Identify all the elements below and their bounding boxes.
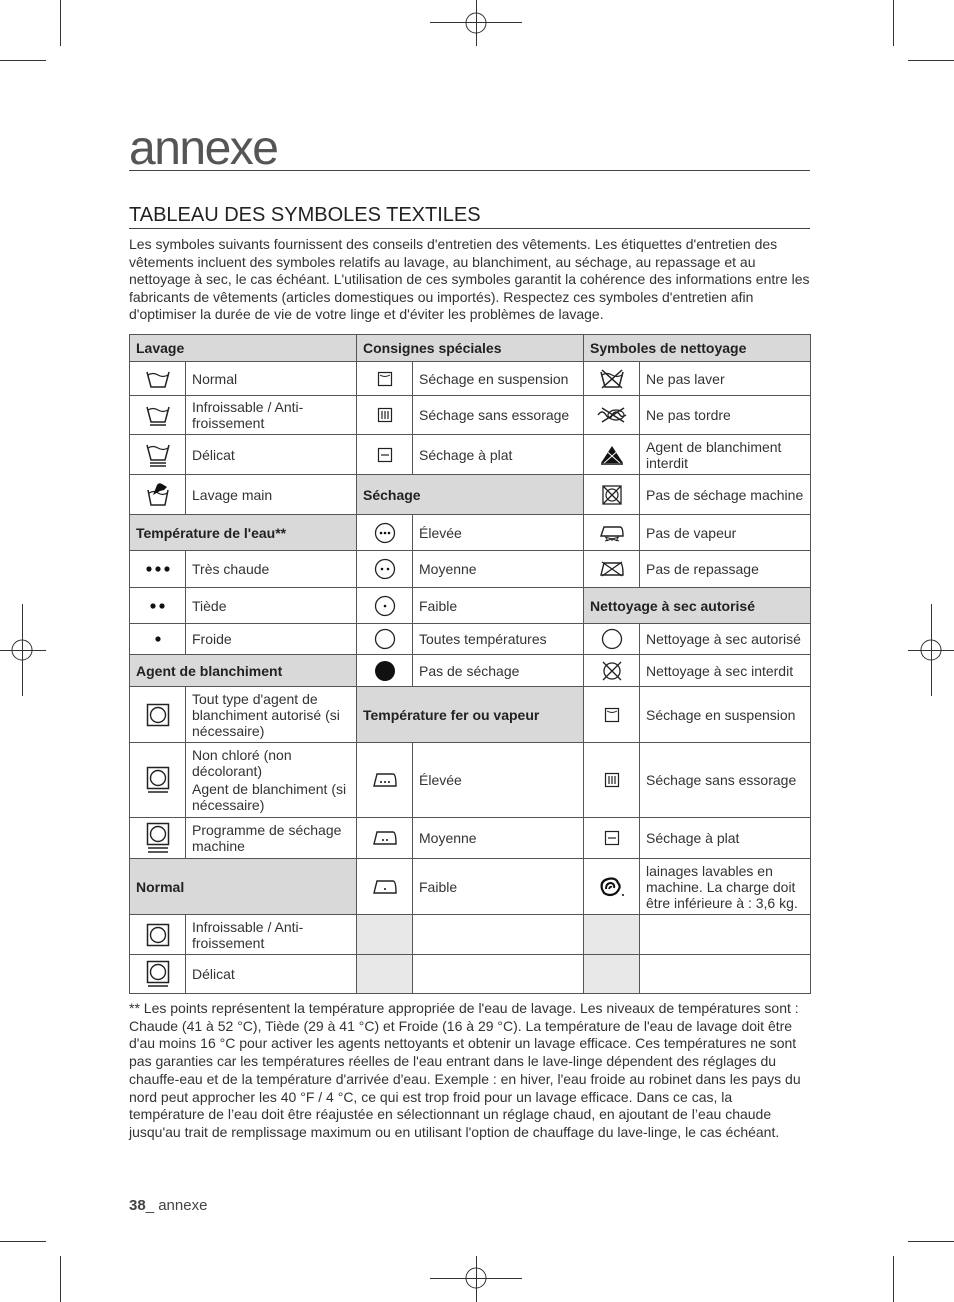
registration-mark-icon bbox=[453, 1256, 499, 1302]
page-number: 38 bbox=[129, 1197, 146, 1214]
table-cell: Normal bbox=[186, 362, 357, 396]
textile-symbols-table bbox=[129, 334, 811, 994]
table-cell: Ne pas tordre bbox=[640, 396, 811, 435]
do-not-dry-clean-icon bbox=[584, 655, 640, 687]
table-cell: Moyenne bbox=[413, 551, 584, 588]
subheader-temperature-fer: Température fer ou vapeur bbox=[357, 687, 584, 743]
cell-line: Non chloré (non décolorant) bbox=[192, 747, 292, 779]
tumble-dry-high-icon bbox=[357, 515, 413, 551]
table-row bbox=[130, 955, 811, 994]
registration-mark-icon bbox=[908, 627, 954, 673]
wash-normal-icon bbox=[130, 362, 186, 396]
table-header-row bbox=[130, 335, 811, 362]
table-row bbox=[130, 551, 811, 588]
subheader-sechage: Séchage bbox=[357, 475, 584, 515]
table-row bbox=[130, 396, 811, 435]
cell-line: Agent de blanchiment (si nécessaire) bbox=[192, 781, 347, 813]
empty-cell bbox=[584, 915, 640, 955]
tumble-dry-delicate-icon bbox=[130, 818, 186, 859]
empty-cell bbox=[640, 955, 811, 994]
table-cell: Séchage sans essorage bbox=[413, 396, 584, 435]
water-very-hot-icon bbox=[130, 551, 186, 588]
crop-mark bbox=[0, 1241, 46, 1242]
do-not-tumble-dry-icon bbox=[584, 475, 640, 515]
woolmark-icon bbox=[584, 859, 640, 915]
subheader-blanchiment: Agent de blanchiment bbox=[130, 655, 357, 687]
hand-wash-icon bbox=[130, 475, 186, 515]
crop-mark bbox=[893, 1256, 894, 1302]
tumble-dry-medium-icon bbox=[357, 551, 413, 588]
table-cell: Pas de repassage bbox=[640, 551, 811, 588]
table-cell: Séchage à plat bbox=[640, 818, 811, 859]
crop-mark bbox=[60, 1256, 61, 1302]
table-row bbox=[130, 362, 811, 396]
table-cell: Programme de séchage machine bbox=[186, 818, 357, 859]
subheader-temperature-eau: Température de l'eau** bbox=[130, 515, 357, 551]
table-row bbox=[130, 818, 811, 859]
empty-cell bbox=[357, 955, 413, 994]
crop-mark bbox=[60, 0, 61, 46]
table-cell: Faible bbox=[413, 859, 584, 915]
tumble-dry-permanent-press-icon bbox=[130, 743, 186, 818]
table-row bbox=[130, 435, 811, 475]
empty-cell bbox=[357, 915, 413, 955]
subheader-normal: Normal bbox=[130, 859, 357, 915]
line-dry-icon bbox=[357, 362, 413, 396]
crop-mark bbox=[908, 1241, 954, 1242]
crop-mark bbox=[0, 60, 46, 61]
subheader-nettoyage-sec: Nettoyage à sec autorisé bbox=[584, 588, 811, 624]
empty-cell bbox=[413, 955, 584, 994]
registration-mark-icon bbox=[0, 627, 46, 673]
table-cell: Séchage à plat bbox=[413, 435, 584, 475]
table-cell: Séchage sans essorage bbox=[640, 743, 811, 818]
drip-dry-icon bbox=[357, 396, 413, 435]
registration-mark-icon bbox=[453, 0, 499, 46]
table-row bbox=[130, 915, 811, 955]
section-title: annexe bbox=[129, 122, 278, 175]
table-cell: Délicat bbox=[186, 955, 357, 994]
table-cell: Élevée bbox=[413, 743, 584, 818]
table-row bbox=[130, 588, 811, 624]
empty-cell bbox=[413, 915, 584, 955]
table-cell: Élevée bbox=[413, 515, 584, 551]
iron-low-icon bbox=[357, 859, 413, 915]
folio-label: _ annexe bbox=[145, 1197, 208, 1214]
table-row bbox=[130, 859, 811, 915]
tumble-dry-any-icon bbox=[357, 624, 413, 655]
table-cell: Tiède bbox=[186, 588, 357, 624]
crop-mark bbox=[893, 0, 894, 46]
page-title: TABLEAU DES SYMBOLES TEXTILES bbox=[129, 203, 810, 229]
table-cell: Pas de séchage bbox=[413, 655, 584, 687]
table-cell: Froide bbox=[186, 624, 357, 655]
tumble-dry-normal-icon bbox=[130, 687, 186, 743]
table-cell: Nettoyage à sec interdit bbox=[640, 655, 811, 687]
tumble-dry-permanent-press-icon bbox=[130, 915, 186, 955]
no-tumble-dry-icon bbox=[357, 655, 413, 687]
header-lavage: Lavage bbox=[130, 335, 357, 362]
do-not-bleach-icon bbox=[584, 435, 640, 475]
section-header bbox=[129, 122, 810, 175]
table-row bbox=[130, 624, 811, 655]
line-dry-icon bbox=[584, 687, 640, 743]
empty-cell bbox=[640, 915, 811, 955]
table-cell: Très chaude bbox=[186, 551, 357, 588]
table-cell: Moyenne bbox=[413, 818, 584, 859]
table-row bbox=[130, 475, 811, 515]
page-folio bbox=[129, 1197, 207, 1214]
table-cell: Pas de séchage machine bbox=[640, 475, 811, 515]
table-cell: Toutes températures bbox=[413, 624, 584, 655]
dry-flat-icon bbox=[357, 435, 413, 475]
do-not-iron-icon bbox=[584, 551, 640, 588]
table-cell bbox=[186, 743, 357, 818]
dry-flat-icon bbox=[584, 818, 640, 859]
wash-delicate-icon bbox=[130, 435, 186, 475]
table-cell: Agent de blanchiment interdit bbox=[640, 435, 811, 475]
crop-mark bbox=[908, 60, 954, 61]
table-cell: Lavage main bbox=[186, 475, 357, 515]
do-not-wash-icon bbox=[584, 362, 640, 396]
no-steam-icon bbox=[584, 515, 640, 551]
table-cell: Faible bbox=[413, 588, 584, 624]
table-cell: lainages lavables en machine. La charge doit être inférieure à : 3,6 kg. bbox=[640, 859, 811, 915]
wash-permanent-press-icon bbox=[130, 396, 186, 435]
water-cold-icon bbox=[130, 624, 186, 655]
footnote: ** Les points représentent la température appropriée de l'eau de lavage. Les niveaux de températures sont : Chaude (41 à 52 °C), Tiède (29 à 41 °C) et Froide (16 à 29 °C). La température de l'eau de lavage doit être d'au moins 16 °C pour activer les agents nettoyants et obtenir un lavage efficace. Ces températures ne sont pas garanties car les températures réelles de l'eau entrant dans le lave-linge dépendent des réglages du chauffe-eau et de la température d'arrivée d'eau. Exemple : en hiver, l'eau froide au robinet dans les pays du nord peut approcher les 40 °F / 4 °C, ce qui est trop froid pour un lavage efficace. Dans ce cas, la température de l’eau doit être réajustée en sélectionnant un réglage chaud, en ajoutant de l’eau chaude jusqu'au trait de remplissage maximum ou en utilisant l'option de chauffage du lave-linge, le cas échéant. bbox=[129, 1000, 801, 1140]
header-nettoyage: Symboles de nettoyage bbox=[584, 335, 811, 362]
table-row bbox=[130, 743, 811, 818]
empty-cell bbox=[584, 955, 640, 994]
table-cell: Nettoyage à sec autorisé bbox=[640, 624, 811, 655]
table-row bbox=[130, 515, 811, 551]
table-cell: Séchage en suspension bbox=[640, 687, 811, 743]
table-cell: Séchage en suspension bbox=[413, 362, 584, 396]
table-cell: Ne pas laver bbox=[640, 362, 811, 396]
table-cell: Infroissable / Anti-froissement bbox=[186, 396, 357, 435]
table-cell: Infroissable / Anti-froissement bbox=[186, 915, 357, 955]
iron-medium-icon bbox=[357, 818, 413, 859]
header-consignes: Consignes spéciales bbox=[357, 335, 584, 362]
table-row bbox=[130, 687, 811, 743]
do-not-wring-icon bbox=[584, 396, 640, 435]
dry-clean-icon bbox=[584, 624, 640, 655]
table-cell: Délicat bbox=[186, 435, 357, 475]
table-cell: Tout type d'agent de blanchiment autorisé (si nécessaire) bbox=[186, 687, 357, 743]
water-warm-icon bbox=[130, 588, 186, 624]
table-row bbox=[130, 655, 811, 687]
drip-dry-icon bbox=[584, 743, 640, 818]
tumble-dry-low-icon bbox=[357, 588, 413, 624]
iron-high-icon bbox=[357, 743, 413, 818]
table-cell: Pas de vapeur bbox=[640, 515, 811, 551]
intro-paragraph: Les symboles suivants fournissent des conseils d'entretien des vêtements. Les étiquettes d'entretien des vêtements incluent des symboles relatifs au lavage, au blanchiment, au séchage, au repassage et au nettoyage à sec, le cas échéant. L'utilisation de ces symboles garantit la cohérence des informations entre les fabricants de vêtements (articles domestiques ou importés). Respectez ces symboles d'entretien afin d'optimiser la durée de vie de votre linge et d'éviter les problèmes de lavage. bbox=[129, 236, 810, 323]
tumble-dry-delicate-icon bbox=[130, 955, 186, 994]
